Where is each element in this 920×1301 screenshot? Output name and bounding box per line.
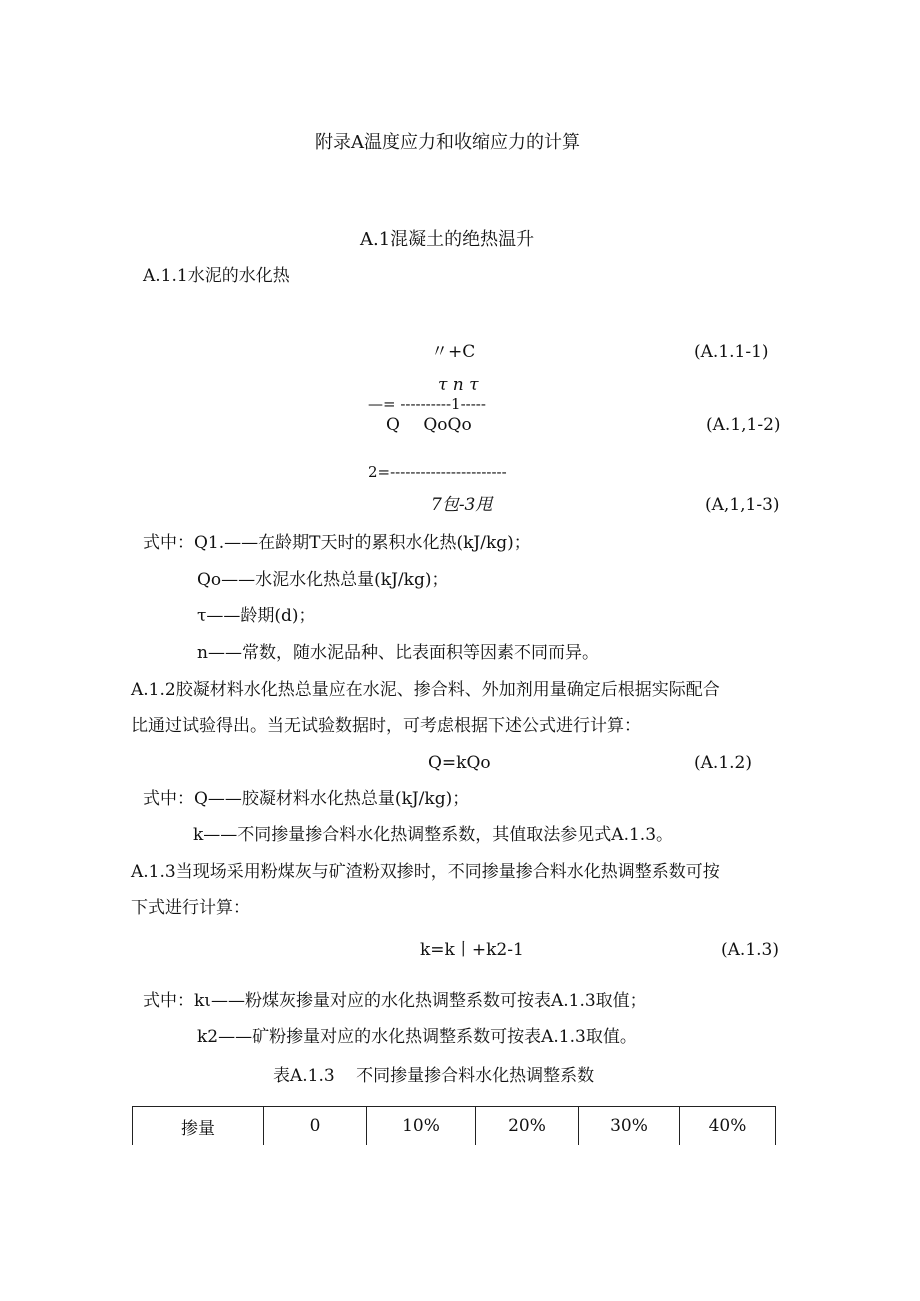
table-header-row xyxy=(133,1107,776,1146)
table-caption: 表A.1.3 不同掺量掺合料水化热调整系数 xyxy=(273,1066,595,1086)
where-2-line-1: 式中：Q——胶凝材料水化热总量(kJ/kg)； xyxy=(143,789,470,809)
clause-a112-line-2: 比通过试验得出。当无试验数据时，可考虑根据下述公式进行计算： xyxy=(131,716,641,736)
formula-a111-3-number: (A,1,1-3) xyxy=(705,495,780,515)
formula-a111-2-mid: —= ----------1----- xyxy=(368,395,486,413)
formula-a111-2-bottom: Q QoQo xyxy=(386,415,472,435)
clause-a112-line-1: A.1.2胶凝材料水化热总量应在水泥、掺合料、外加剂用量确定后根据实际配合 xyxy=(131,680,720,700)
formula-a13-number: (A.1.3) xyxy=(721,940,779,960)
clause-a113-line-1: A.1.3当现场采用粉煤灰与矿渣粉双掺时，不同掺量掺合料水化热调整系数可按 xyxy=(131,862,720,882)
table-header-cell: 掺量 xyxy=(133,1107,264,1146)
formula-a111-2-number: (A.1,1-2) xyxy=(706,415,781,435)
formula-a111-3-bottom: 7包-3甩 xyxy=(431,495,493,515)
formula-a12: Q=kQo xyxy=(428,753,491,773)
where-3-line-1: 式中：kι——粉煤灰掺量对应的水化热调整系数可按表A.1.3取值； xyxy=(143,991,647,1011)
table-header-cell: 40% xyxy=(680,1107,776,1146)
table-header-cell: 10% xyxy=(367,1107,476,1146)
clause-a111-title: A.1.1水泥的水化热 xyxy=(143,266,290,286)
formula-a111-1: 〃+C xyxy=(431,342,476,362)
formula-a111-1-number: (A.1.1-1) xyxy=(694,342,769,362)
where-1-line-1: 式中：Q1.——在龄期T天时的累积水化热(kJ/kg)； xyxy=(143,533,531,553)
section-title: A.1混凝土的绝热温升 xyxy=(360,229,535,250)
clause-a113-line-2: 下式进行计算： xyxy=(131,898,250,918)
formula-a13: k=k丨+k2-1 xyxy=(420,940,524,960)
where-3-line-2: k2——矿粉掺量对应的水化热调整系数可按表A.1.3取值。 xyxy=(197,1027,637,1047)
table-header-cell: 0 xyxy=(264,1107,367,1146)
table-header-cell: 30% xyxy=(579,1107,680,1146)
formula-a111-3-top: 2=----------------------- xyxy=(368,463,507,481)
where-1-line-3: τ——龄期(d)； xyxy=(197,606,316,626)
table-header-cell: 20% xyxy=(476,1107,579,1146)
where-1-line-2: Qo——水泥水化热总量(kJ/kg)； xyxy=(197,570,449,590)
coefficient-table xyxy=(132,1106,776,1145)
formula-a111-2-top: τ n τ xyxy=(438,375,479,395)
formula-a12-number: (A.1.2) xyxy=(694,753,752,773)
where-1-line-4: n——常数，随水泥品种、比表面积等因素不同而异。 xyxy=(197,643,599,663)
appendix-title: 附录A温度应力和收缩应力的计算 xyxy=(315,132,580,153)
where-2-line-2: k——不同掺量掺合料水化热调整系数，其值取法参见式A.1.3。 xyxy=(193,825,674,845)
